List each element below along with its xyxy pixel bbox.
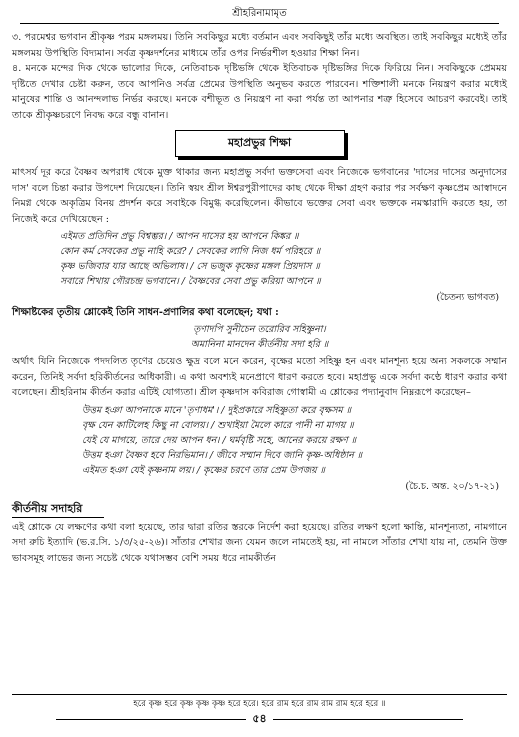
section3-heading: কীর্তনীয় সদাহরি [12,501,83,515]
verse-line: উত্তম হঞা আপনাকে মানে 'তৃণাধম'। / দুইপ্রকারে সহিষ্ণুতা করে বৃক্ষসম ॥ [82,404,352,416]
running-header: শ্রীহরিনামামৃত [232,8,287,19]
verse-line: বৃক্ষ যেন কাটিলেহ কিছু না বোলয়। / শুখাইয়া মৈলে কারে পানী না মাগয় ॥ [82,419,354,431]
verse-line: তৃণাদপি সুনীচেন তরোরিব সহিষ্ণুনা। [193,324,326,335]
verse-line: অমানিনা মানদেন কীর্তনীয় সদা হরি ॥ [190,339,329,350]
mantra-banner: হরে কৃষ্ণ হরে কৃষ্ণ কৃষ্ণ কৃষ্ণ হরে হরে। হরে রাম হরে রাম রাম রাম হরে হরে ॥ [12,694,507,711]
section3-body: এই শ্লোকে যে লক্ষণের কথা বলা হয়েছে, তার দ্বারা রতির স্তরকে নির্দেশ করা হয়েছে। রতির লক্ষণ হলো ক্ষান্তি, মানশূন্যতা, নামগানে সদা রুচি ইত্যাদি (ভ.র.সি. ১/৩/২৫-২৬)। সাঁতার শেখার জন্য যেমন জলে নামতেই হয়, না নামলে সাঁতার শেখা যায় না, তেমনি উক্ত ভাবসমূহ লাভের জন্য সচেষ্ট থেকে যথাসম্ভব বেশি সময় ধরে নামকীর্তন [12,521,507,564]
verse-block-2 [82,403,507,478]
verse-source: (চৈ.চ. অন্ত. ২০/১৭-২১) [405,480,499,492]
intro-section [12,30,507,123]
paragraph-4: ৪. মনকে মন্দের দিক থেকে ভালোর দিকে, নেতিবাচক দৃষ্টিভঙ্গি থেকে ইতিবাচক দৃষ্টিভঙ্গির দিকে ফিরিয়ে নিন। সবকিছুকে প্রেমময় দৃষ্টিতে দেখার চেষ্টা করুন, তবে আপনিও সর্বত্র প্রেমের উপস্থিতি অনুভব করতে পারবেন। শক্তিশালী মনকে নিয়ন্ত্রণ করার মধ্যেই মানুষের শান্তি ও আনন্দলাভ নির্ভর করছে। মনকে বশীভূত ও নিয়ন্ত্রণ না করা পর্যন্ত তা আপনার শত্রু হিসেবে আচরণ করবেই। তাই তাকে শ্রীকৃষ্ণচরণে নিবদ্ধ করে বন্ধু বানান। [12,63,507,121]
verse-line: কৃষ্ণ ভজিবার যার আছে অভিলাষ। / সে ভজুক কৃষ্ণের মঙ্গল প্রিয়দাস ॥ [60,261,320,272]
section2-lead: শিক্ষাষ্টকের তৃতীয় শ্লোকেই তিনি সাধন-প্রণালির কথা বলেছেন; যথা : [12,307,279,318]
page-number [0,710,519,729]
header-rule [20,23,499,24]
paragraph-3: ৩. পরমেশ্বর ভগবান শ্রীকৃষ্ণ পরম মঙ্গলময়। তিনি সবকিছুর মধ্যে বর্তমান এবং সবকিছুই তাঁর মধ্যে অবস্থিত। তাই সবকিছুর মধ্যেই তাঁর মঙ্গলময় উপস্থিতি বিদ্যমান। সর্বত্র কৃষ্ণদর্শনের মাধ্যমে তাঁর ওপর নির্ভরশীল হওয়ার শিক্ষা নিন। [12,32,507,59]
sanskrit-verse [12,322,507,352]
verse-source: (চৈতন্য ভাগবত) [436,292,499,303]
verse-line: কোন কর্ম সেবকের প্রভু নাহি করে? / সেবকের লাগি নিজ ধর্ম পরিহরে ॥ [60,246,321,257]
heading-underline [12,517,104,518]
section2-body: অর্থাৎ যিনি নিজেকে পদদলিত তৃণের চেয়েও ক্ষুদ্র বলে মনে করেন, বৃক্ষের মতো সহিষ্ণু হন এবং মানশূন্য হয়ে অন্য সকলকে সম্মান করেন, তিনিই সর্বদা হরিকীর্তনের অধিকারী। এ কথা অবশ্যই মনেপ্রাণে ধারণ করতে হবে। মহাপ্রভু একে সর্বদা কণ্ঠে ধারণ করার কথা বলেছেন। শ্রীহরিনাম কীর্তন করার এটিই যোগ্যতা। শ্রীল কৃষ্ণদাস কবিরাজ গোস্বামী এ শ্লোকের পদ্যানুবাদ নিম্নরূপে করেছেন– [12,356,507,398]
verse-line: এইমত হঞা যেই কৃষ্ণনাম লয়। / কৃষ্ণের চরণে তার প্রেম উপজয় ॥ [82,464,325,476]
section1-body: মাৎসর্য দূর করে বৈষ্ণব অপরাধ থেকে মুক্ত থাকার জন্য মহাপ্রভু সর্বদা ভক্তসেবা এবং নিজেকে ভগবানের 'দাসের দাসের অনুদাসের দাস' বলে চিন্তা করার উপদেশ দিয়েছেন। তিনি স্বয়ং শ্রীল ঈশ্বরপুরীপাদের কাছ থেকে দীক্ষা গ্রহণ করার পর সর্বক্ষণ কৃষ্ণপ্রেম আস্বাদনে নিমগ্ন থেকে অকৃত্রিম বিনয় প্রদর্শন করে সবাইকে বিমুগ্ধ করেছিলেন। কীভাবে ভক্তের সেবা এবং ভক্তকে নমস্কারাদি করতে হয়, তা নিজেই করে দেখিয়েছেন : [12,167,507,225]
verse-block-1 [60,229,507,289]
verse-line: যেই যে মাগয়ে, তারে দেয় আপন ধন। / ঘর্মবৃষ্টি সহে, আনের করয়ে রক্ষণ ॥ [82,434,357,446]
section-title-box: মহাপ্রভুর শিক্ষা [175,130,345,157]
page-number-text: ৫৪ [252,712,267,725]
verse-line: উত্তম হঞা বৈষ্ণব হবে নিরভিমান। / জীবে সম্মান দিবে জানি কৃষ্ণ-অধিষ্ঠান ॥ [82,449,363,461]
verse-line: এইমত প্রতিদিন প্রভু বিশ্বম্ভর। / আপন দাসের হয় আপনে কিঙ্কর ॥ [60,231,299,242]
verse-line: সবারে শিখায় গৌরচন্দ্র ভগবানে। / বৈষ্ণবের সেবা প্রভু করিয়া আপনে ॥ [60,276,321,287]
